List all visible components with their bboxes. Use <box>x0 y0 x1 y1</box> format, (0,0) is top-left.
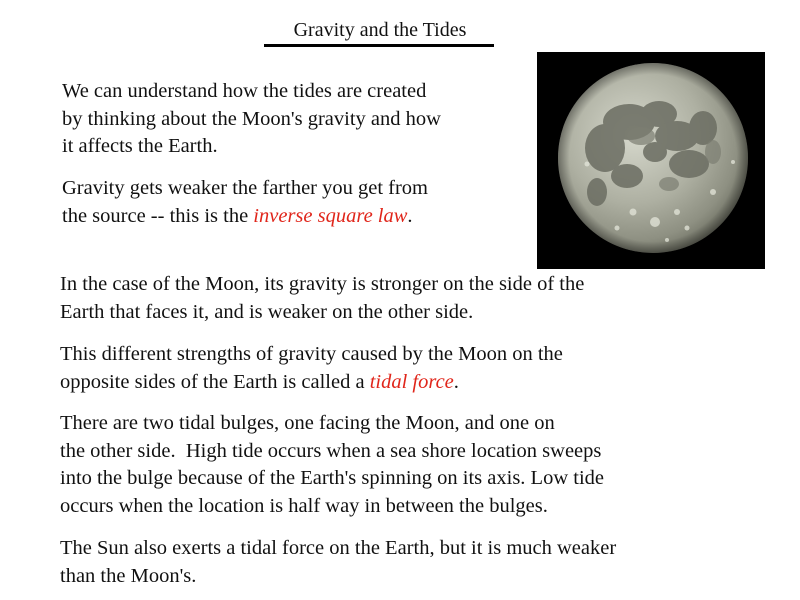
moon-photo <box>537 52 765 269</box>
paragraph-moon-gravity <box>60 271 584 326</box>
paragraph-tidal-bulges-line-1: There are two tidal bulges, one facing the Moon, and one on <box>60 412 555 434</box>
paragraph-tidal-force <box>60 341 563 396</box>
paragraph-sun-tides-line-1: The Sun also exerts a tidal force on the Earth, but it is much weaker <box>60 537 617 559</box>
paragraph-moon-gravity-line-1: In the case of the Moon, its gravity is stronger on the side of the <box>60 273 585 295</box>
paragraph-moon-gravity-line-2: Earth that faces it, and is weaker on the other side. <box>60 300 474 323</box>
paragraph-tidal-force-line-1: This different strengths of gravity caused by the Moon on the <box>60 343 563 365</box>
paragraph-tidal-bulges-line-4: occurs when the location is half way in between the bulges. <box>60 494 548 517</box>
paragraph-inverse-square-line-2: the source -- this is the <box>62 204 254 227</box>
tidal-force-term: tidal force <box>369 370 454 393</box>
paragraph-tidal-bulges-line-2: the other side. High tide occurs when a sea shore location sweeps <box>60 439 602 462</box>
paragraph-intro-line-3: it affects the Earth. <box>62 135 218 157</box>
paragraph-sun-tides <box>60 535 616 590</box>
paragraph-tidal-bulges <box>60 410 604 520</box>
paragraph-tidal-force-line-2: opposite sides of the Earth is called a <box>60 370 370 393</box>
paragraph-intro <box>62 78 441 161</box>
paragraph-tidal-force-period: . <box>453 370 459 393</box>
inverse-square-law-term: inverse square law <box>253 204 408 227</box>
paragraph-sun-tides-line-2: than the Moon's. <box>60 564 197 587</box>
paragraph-intro-line-2: by thinking about the Moon's gravity and how <box>62 107 441 130</box>
paragraph-intro-line-1: We can understand how the tides are created <box>62 80 427 102</box>
slide-title: Gravity and the Tides <box>293 19 467 41</box>
paragraph-tidal-bulges-line-3: into the bulge because of the Earth's spinning on its axis. Low tide <box>60 467 604 489</box>
paragraph-inverse-square-period: . <box>407 204 413 227</box>
title-underline <box>264 44 494 47</box>
paragraph-inverse-square-line-1: Gravity gets weaker the farther you get from <box>62 177 429 199</box>
moon-icon <box>537 52 765 269</box>
paragraph-inverse-square <box>62 175 428 230</box>
